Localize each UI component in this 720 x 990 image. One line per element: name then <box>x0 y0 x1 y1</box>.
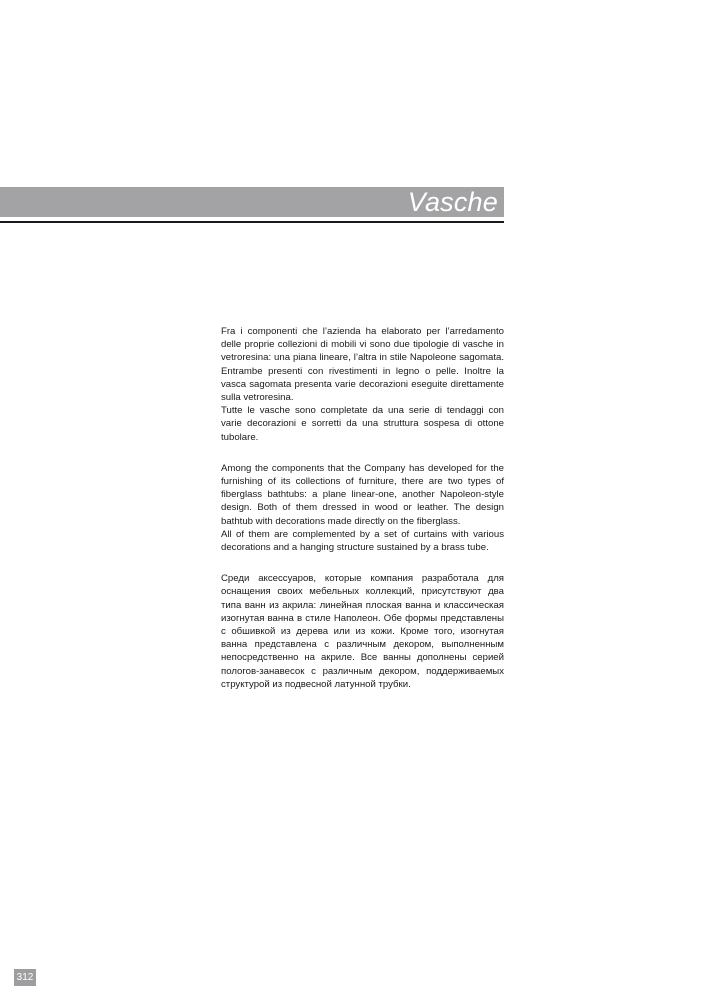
paragraph-english <box>221 462 504 554</box>
title-underline <box>0 221 504 223</box>
paragraph-russian <box>221 572 504 691</box>
paragraph-italian <box>221 325 504 444</box>
paragraph-italian-part1: Fra i componenti che l’azienda ha elaborato per l’arredamento delle proprie collezioni di mobili vi sono due tipologie di vasche in vetroresina: una piana lineare, l’altra in stile Napoleone sagomata. Entrambe presenti con rivestimenti in legno o pelle. Inoltre la vasca sagomata presenta varie decorazioni eseguite direttamente sulla vetroresina. <box>221 326 504 404</box>
paragraph-english-part2: All of them are complemented by a set of curtains with various decorations and a hanging structure sustained by a brass tube. <box>221 528 504 554</box>
body-text <box>221 325 504 709</box>
section-title: Vasche <box>407 187 498 217</box>
paragraph-english-part1: Among the components that the Company has developed for the furnishing of its collections of furniture, there are two types of fiberglass bathtubs: a plane linear-one, another Napoleon-style design. Both of them dressed in wood or leather. The design bathtub with decorations made directly on the fiberglass. <box>221 462 504 527</box>
page-number: 312 <box>14 969 36 986</box>
paragraph-russian-part1: Среди аксессуаров, которые компания разработала для оснащения своих мебельных коллекций, присутствуют два типа ванн из акрила: линейная плоская ванна и классическая изогнутая ванна в стиле Наполеон. Обе формы представлены с обшивкой из дерева или из кожи. Кроме того, изогнутая ванна представлена с различным декором, выполненным непосредственно на акриле. Все ванны дополнены серией пологов-занавесок с различным декором, поддерживаемых структурой из подвесной латунной трубки. <box>221 573 504 690</box>
paragraph-italian-part2: Tutte le vasche sono completate da una serie di tendaggi con varie decorazioni e sorretti da una struttura sospesa di ottone tubolare. <box>221 405 504 443</box>
section-title-band <box>0 187 504 217</box>
